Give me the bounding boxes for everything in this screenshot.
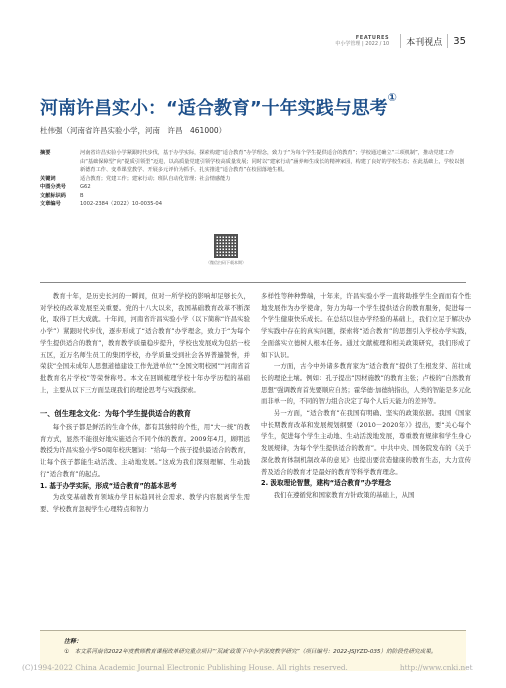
body-right-column xyxy=(261,291,471,502)
meta-row-doc-code xyxy=(40,192,466,201)
article-title-text: 河南许昌实小：“适合教育”十年实践与思考 xyxy=(40,98,388,119)
meta-row-clc xyxy=(40,183,466,192)
paragraph: 每个孩子都是鲜活的生命个体，都有其独特的个性，用“大一统”的教育方式，显然不能很好地实施适合不同个体的教育。2009年4月，顾明远教授为许昌实验小学50周年校庆题词：“给每一个孩子提供最适合的教育，让每个孩子都能生动活泼、主动地发展。”这成为我们深刻理解、生动践行“适合教育”的起点。 xyxy=(40,423,250,478)
body-left-column xyxy=(40,291,250,516)
meta-key: 摘要 xyxy=(40,150,51,156)
paragraph: 一方面，古今中外诸多教育家为“适合教育”提供了生根发芽、茁壮成长的理论土壤。例如：孔子提出“因材施教”的教育主张；卢梭的“自然教育思想”强调教育首先要顺应自然；霍华德·加德纳指出，人类的智能是多元化而非单一的，不同的智力组合决定了每个人后天能力的差异等。 xyxy=(261,362,471,406)
paragraph: 另一方面，“适合教育”在我国有明确、坚实的政策依据。我国《国家中长期教育改革和发展规划纲要（2010－2020年）》提出，要“关心每个学生，促进每个学生主动地、生动活泼地发展，尊重教育规律和学生身心发展规律，为每个学生提供适合的教育”。中共中央、国务院发布的《关于深化教育体制机制改革的意见》也提出要营造健康的教育生态，大力宣传普及适合的教育才是最好的教育等科学教育理念。 xyxy=(261,409,471,476)
header-features: FEATURES xyxy=(355,35,390,41)
meta-value: G62 xyxy=(80,184,91,190)
meta-row-keywords xyxy=(40,175,466,184)
subsection-heading: 2. 汲取理论智慧，建构“适合教育”办学理念 xyxy=(261,479,392,488)
header-label xyxy=(335,35,389,47)
section-heading: 一、创生理念文化：为每个学生提供适合的教育 xyxy=(40,409,191,419)
page-number: 35 xyxy=(453,35,466,47)
paragraph: 为改变基础教育领域办学目标趋同社会需求、教学内容脱离学生需要、学校教育忽视学生心理特点和智力 xyxy=(40,493,250,513)
meta-key: 中图分类号 xyxy=(40,184,66,190)
meta-key: 文章编号 xyxy=(40,201,61,207)
meta-value: 1002-2384（2022）10-0035-04 xyxy=(80,201,162,207)
footer-url[interactable]: http://www.cnki.net xyxy=(399,663,473,672)
footnote-label: 注释： xyxy=(64,638,83,645)
qr-code-icon xyxy=(214,234,238,258)
meta-value: 河南省许昌实验小学紧跟时代步伐，基于办学实际，探索构建“适合教育”办学理念，致力于“为每个学生提供适合的教育”；学校通过确立“三项机制”，推动党建工作由“基础保障型”向“提质引领型”迈进，以高质量党建引领学校高质量发展；同时以“建家行动”涵养师生成长的精神家园，构建了良好的学校生态；在此基础上，学校以创新德育工作、变革课堂教学、开展多元评价为抓手，扎实推进“适合教育”在校园落地生根。 xyxy=(80,150,465,173)
meta-divider xyxy=(40,282,466,283)
header-divider xyxy=(400,34,401,48)
article-title xyxy=(40,91,397,120)
article-meta xyxy=(40,149,466,209)
meta-value: B xyxy=(80,192,84,199)
subsection-heading: 1. 基于办学实际，形成“适合教育”的基本思考 xyxy=(40,481,177,490)
footer-copyright: (C)1994-2022 China Academic Journal Electronic Publishing House. All rights reserved. xyxy=(22,663,348,672)
header-column: 本刊视点 xyxy=(406,37,443,48)
article-author: 杜伟强（河南省许昌实验小学，河南 许昌 461000） xyxy=(40,126,227,135)
footnote-text: ① 本文系河南省2022年度教师教育课程改革研究重点项目“‘双减’政策下中小学深度教学研究”（项目编号：2022-JSJYZD-035）的阶段性研究成果。 xyxy=(64,649,437,655)
title-footnote-marker: ① xyxy=(387,91,397,104)
running-header xyxy=(335,34,466,48)
header-journal: 中小学管理 | 2022 / 10 xyxy=(335,41,390,47)
header-divider-2 xyxy=(447,34,448,48)
meta-row-article-id xyxy=(40,200,466,209)
meta-key: 文献标识码 xyxy=(40,192,66,199)
meta-row-abstract xyxy=(40,149,466,175)
paragraph: 我们在遵循党和国家教育方针政策的基础上，从国 xyxy=(273,490,415,499)
page-footer xyxy=(22,663,473,672)
qr-caption: （微信扫码下载本期） xyxy=(206,260,246,265)
paragraph: 教育十年，是历史长河的一瞬间，但对一所学校的影响却足够长久，对学校的改革发展至关重要。党的十八大以来，我国基础教育改革不断深化，取得了巨大成就。十年间，河南省许昌实验小学（以下简称“许昌实验小学”）紧跟时代步伐，逐步形成了“适合教育”办学理念，致力于“为每个学生提供适合的教育”，教育教学质量稳步提升，学校也发展成为包括一校五区，近万名师生员工的集团学校，办学质量受到社会各界普遍赞誉，并荣获“全国未成年人思想道德建设工作先进单位”“全国文明校园”“河南省首批教育名片学校”等荣誉称号。本文在回顾梳理学校十年办学历程的基础上，主要从以下三方面呈现我们的理论思考与实践探索。 xyxy=(40,292,250,394)
meta-key: 关键词 xyxy=(40,175,56,182)
meta-value: 适合教育；党建工作；建家行动；班队自动化管理；社会情感能力 xyxy=(80,175,231,182)
paragraph: 多样性等种种弊端，十年来，许昌实验小学一直将助推学生全面而有个性地发展作为办学使命，努力为每一个学生提供适合的教育服务，促进每一个学生健康快乐成长。在总结以往办学经验的基础上，我们立足于解决办学实践中存在的真实问题，探索将“适合教育”的思想引入学校办学实践，全面落实立德树人根本任务。通过文献梳理和相关政策研究，我们形成了如下认识。 xyxy=(261,292,471,359)
